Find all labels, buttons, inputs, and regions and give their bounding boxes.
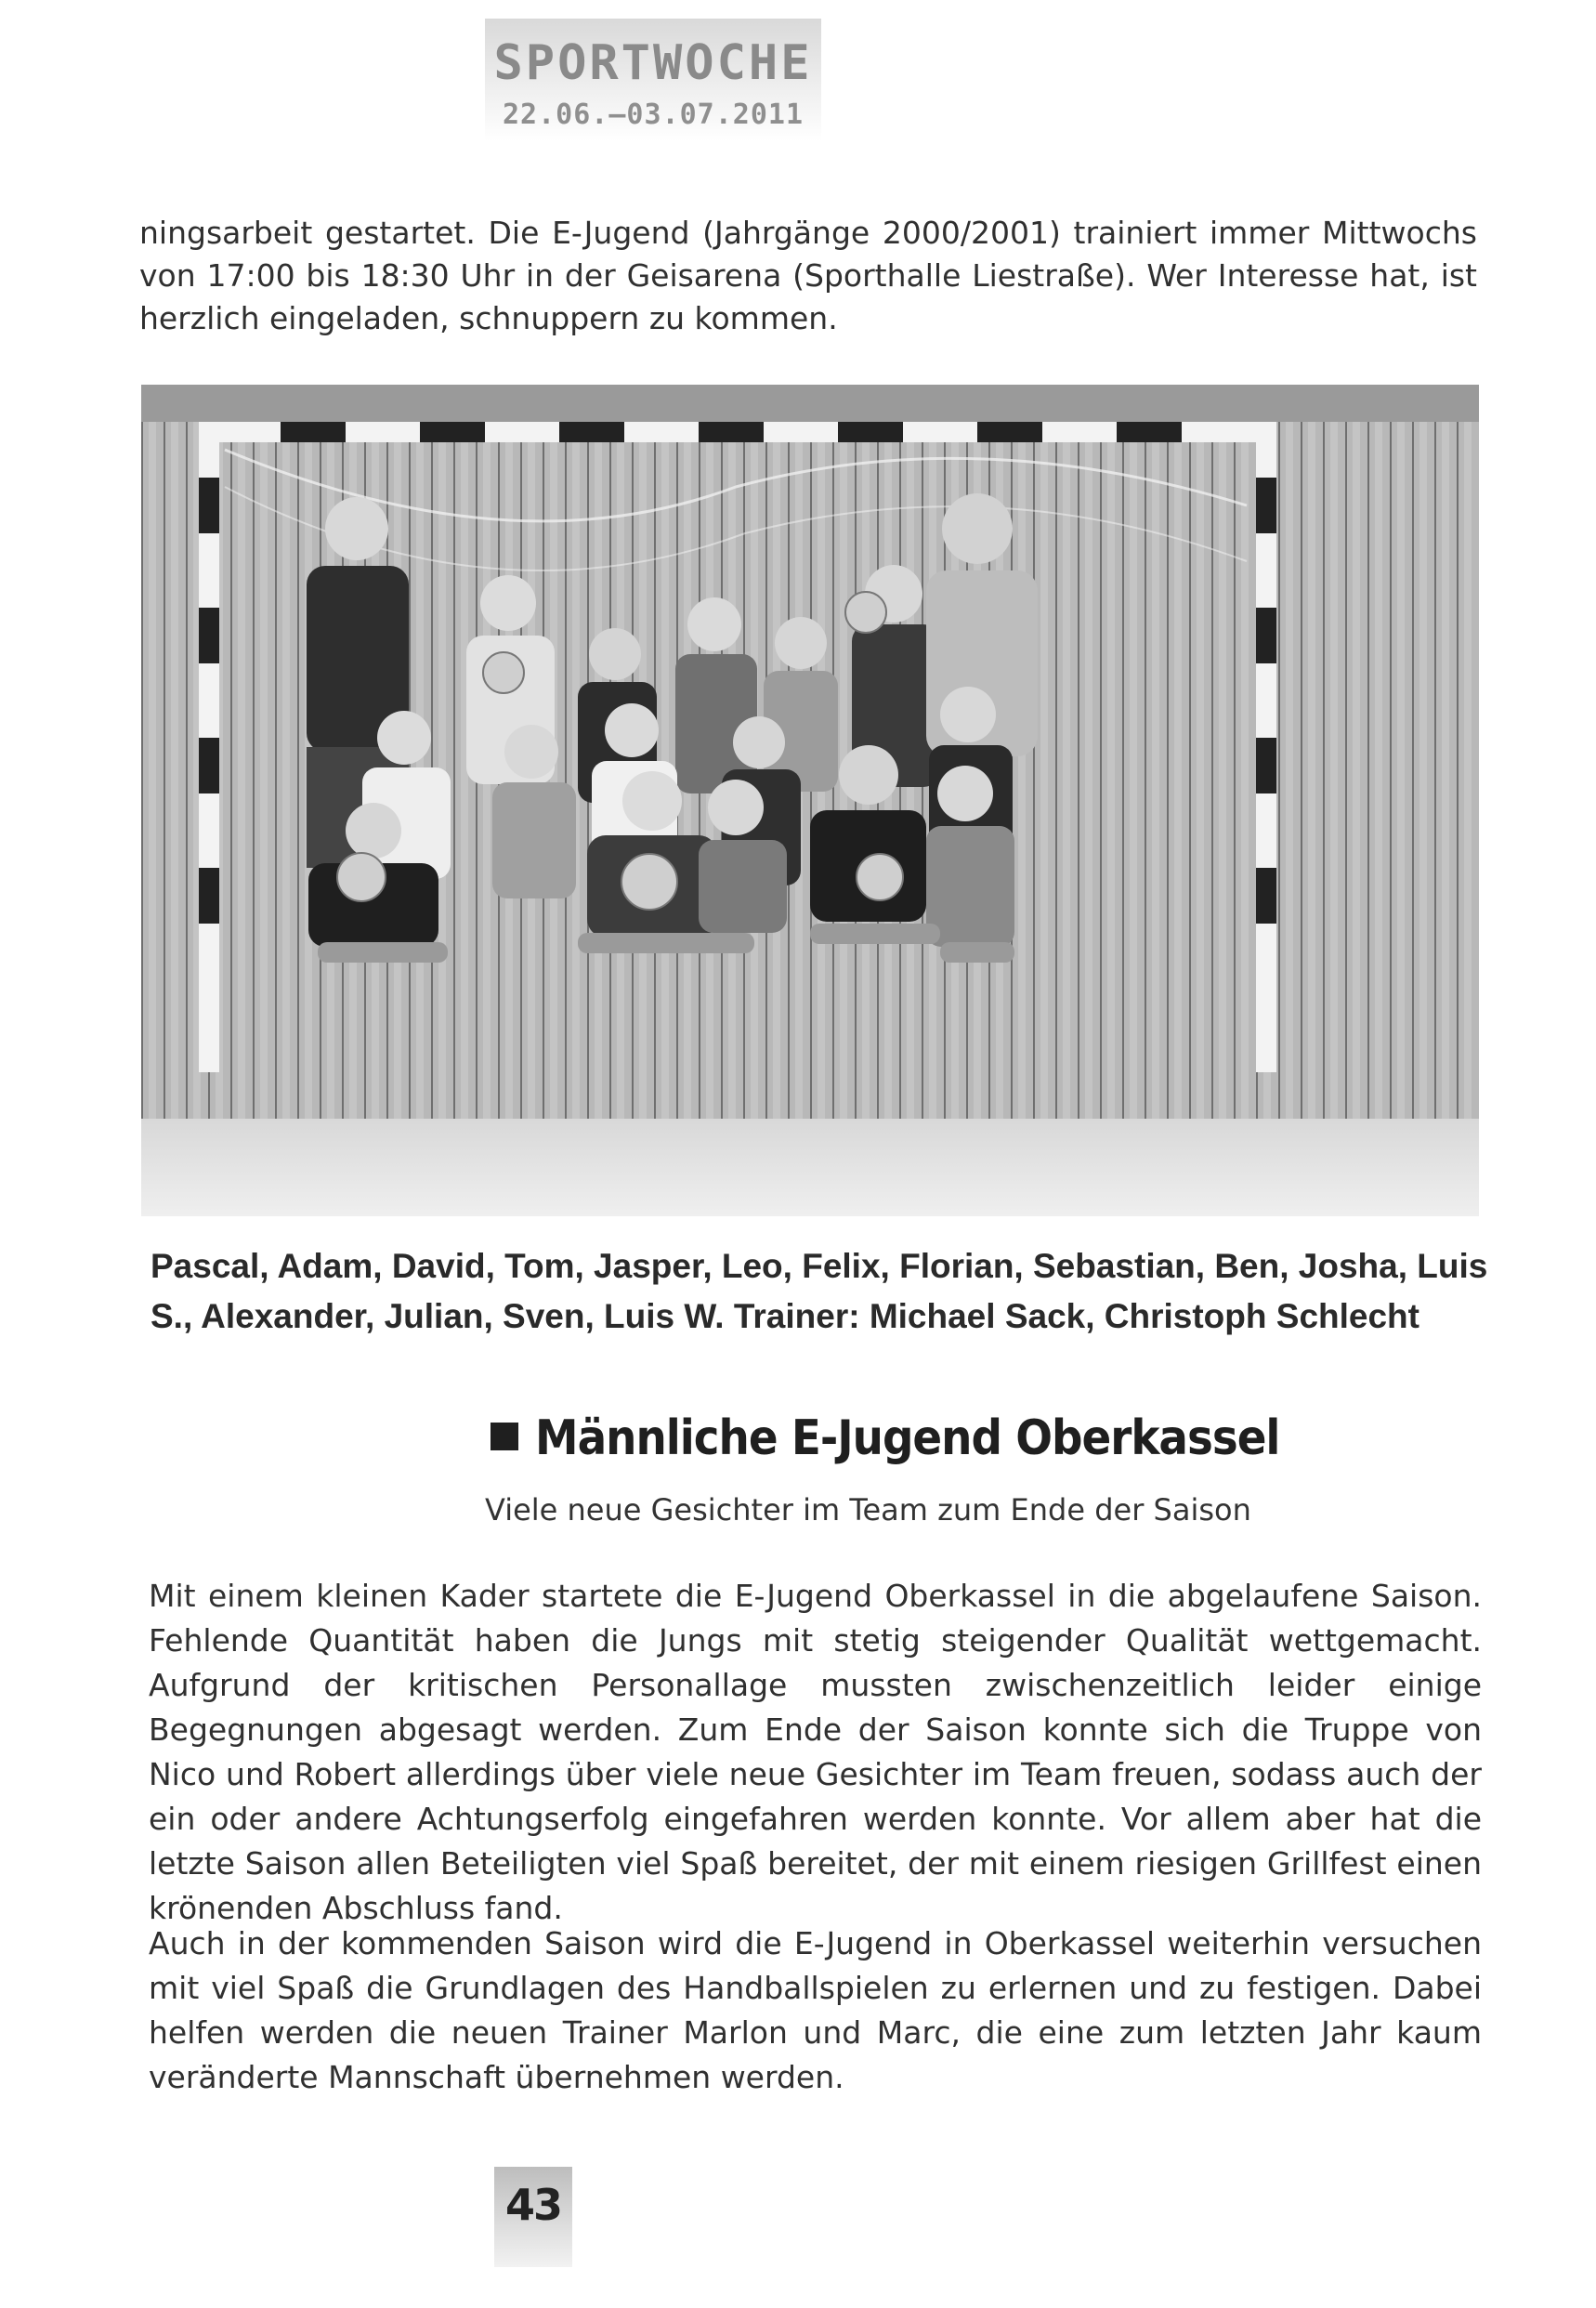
publication-title: SPORTWOCHE bbox=[493, 35, 813, 91]
article-paragraph-1: Mit einem kleinen Kader startete die E-Jugend Oberkassel in die abgelaufene Saison. Fehlende Quantität haben die Jungs mit stetig steigender Qualität wettgemacht. Aufgrund der kritischen Personallage mussten zwischenzeitlich leider einige Begegnungen abgesagt werden. Zum Ende der Saison konnte sich die Truppe von Nico und Robert allerdings über viele neue Gesichter im Team freuen, sodass auch der ein oder andere Achtungserfolg eingefahren werden konnte. Vor allem aber hat die letzte Saison allen Beteiligten viel Spaß bereitet, der mit einem riesigen Grillfest einen krönenden Abschluss fand. bbox=[149, 1578, 1482, 1926]
article-heading-text: Männliche E-Jugend Oberkassel bbox=[535, 1410, 1280, 1466]
square-bullet-icon bbox=[491, 1423, 518, 1450]
page-number: 43 bbox=[504, 2180, 561, 2230]
intro-paragraph: ningsarbeit gestartet. Die E-Jugend (Jahrgänge 2000/2001) trainiert immer Mittwochs von 17:00 bis 18:30 Uhr in der Geisarena (Sporthalle Liestraße). Wer Interesse hat, ist herzlich eingeladen, schnuppern zu kommen. bbox=[139, 215, 1477, 336]
team-photo bbox=[141, 385, 1479, 1216]
article-heading bbox=[491, 1410, 1280, 1466]
article-subheading: Viele neue Gesichter im Team zum Ende der Saison bbox=[485, 1492, 1251, 1528]
publication-date: 22.06.–03.07.2011 bbox=[502, 98, 805, 131]
hall-floor bbox=[141, 1119, 1479, 1216]
article-paragraph-2: Auch in der kommenden Saison wird die E-Jugend in Oberkassel weiterhin versuchen mit viel Spaß die Grundlagen des Handballspielen zu erlernen und zu festigen. Dabei helfen werden die neuen Trainer Marlon und Marc, die eine zum letzten Jahr kaum veränderte Mannschaft übernehmen werden. bbox=[149, 1925, 1482, 2095]
photo-caption: Pascal, Adam, David, Tom, Jasper, Leo, Felix, Florian, Sebastian, Ben, Josha, Luis S., Alexander, Julian, Sven, Luis W. Trainer: Michael Sack, Christoph Schlecht bbox=[150, 1247, 1488, 1335]
